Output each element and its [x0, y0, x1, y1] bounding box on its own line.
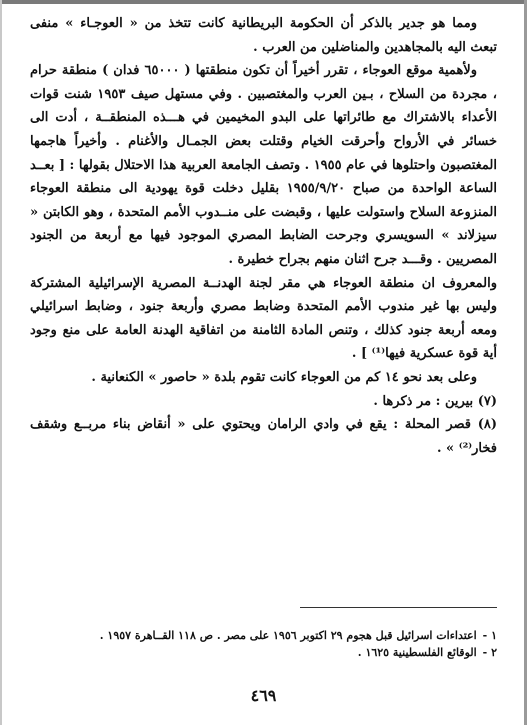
window-left-border	[0, 0, 2, 725]
entry-text: مر ذكرها .	[373, 393, 436, 409]
paragraph-text: والمعروف ان منطقة العوجاء هي مقر لجنة الهدنــة المصرية الإسرائيلية المشتركة وليس بها غير مندوب الأمم المتحدة وضابط مصري وأربعة جنود ، وضابط اسرائيلي ومعه أربعة جنود كذلك ، وتنص المادة الثامنة من اتفاقية الهدنة العامة على منع وجود أية قوة عسكرية فيها⁽¹⁾ ] .	[30, 275, 497, 362]
footnote-text: الوقائع الفلسطينية ١٦٢٥ .	[357, 646, 477, 659]
paragraph-demilitarized-zone	[30, 59, 497, 271]
entry-birin	[30, 390, 497, 414]
main-text-block	[30, 12, 497, 460]
footnote-number: ٢ -	[482, 646, 497, 659]
footnote-item	[30, 644, 497, 661]
entry-heading: (٧) بيرين :	[435, 393, 497, 409]
page-number: ٤٦٩	[250, 686, 277, 705]
window-top-border	[0, 0, 527, 4]
paragraph-hasor	[30, 366, 497, 390]
paragraph-text: وعلى بعد نحو ١٤ كم من العوجاء كانت تقوم بلدة « حاصور » الكنعانية .	[91, 369, 477, 385]
paragraph-exile	[30, 12, 497, 59]
footnote-number: ١ -	[482, 629, 497, 642]
footnote-separator	[300, 607, 497, 608]
paragraph-armistice-commission	[30, 272, 497, 366]
entry-heading: (٨) قصر المحلة :	[393, 417, 497, 433]
paragraph-text: ولأهمية موقع العوجاء ، تقرر أخيراً أن تكون منطقتها ( ٦٥٠٠٠ فدان ) منطقة حرام ، مجردة من السلاح ، بـين العرب والمغتصبين . وفي مستهل صيف ١٩٥٣ شنت قوات الأعداء بالاشتراك مع طائراتها على البدو المخيمين في هـــذه المنطقــة ، أدت الى خسائر في الأرواح وأحرقت الخيام وقتلت بعض الجمـال والأغنام . وأخيراً هاجمها المغتصبون واحتلوها في عام ١٩٥٥ . وتصف الجامعة العربية هذا الاحتلال بقولها : [ بعــد الساعة الواحدة من صباح ١٩٥٥/٩/٢٠ بقليل دخلت قوة يهودية الى منطقة العوجاء المنزوعة السلاح واستولت عليها ، وقبضت على منــدوب الأمم المتحدة ، وهو الكابتن « سيزلاند » السويسري وجرحت الضابط المصري الموجود فيها مع أربعة من الجنود المصريين . وقـــد جرح اثنان منهم بجراح خطيرة .	[30, 63, 497, 267]
footnote-item	[30, 627, 497, 644]
footnotes	[30, 627, 497, 661]
entry-qasr-al-mahalla	[30, 413, 497, 460]
footnote-text: اعتداءات اسرائيل قبل هجوم ٢٩ اكتوبر ١٩٥٦ على مصر . ص ١١٨ القــاهرة ١٩٥٧ .	[99, 629, 477, 642]
paragraph-text: ومما هو جدير بالذكر أن الحكومة البريطانية كانت تتخذ من « العوجـاء » منفى تبعث اليه بالمجاهدين والمناضلين من العرب .	[30, 16, 497, 55]
entry-text: يقع في وادي الرامان ويحتوي على « أنقاض بناء مربــع وشقف فخار⁽²⁾ » .	[30, 417, 497, 456]
